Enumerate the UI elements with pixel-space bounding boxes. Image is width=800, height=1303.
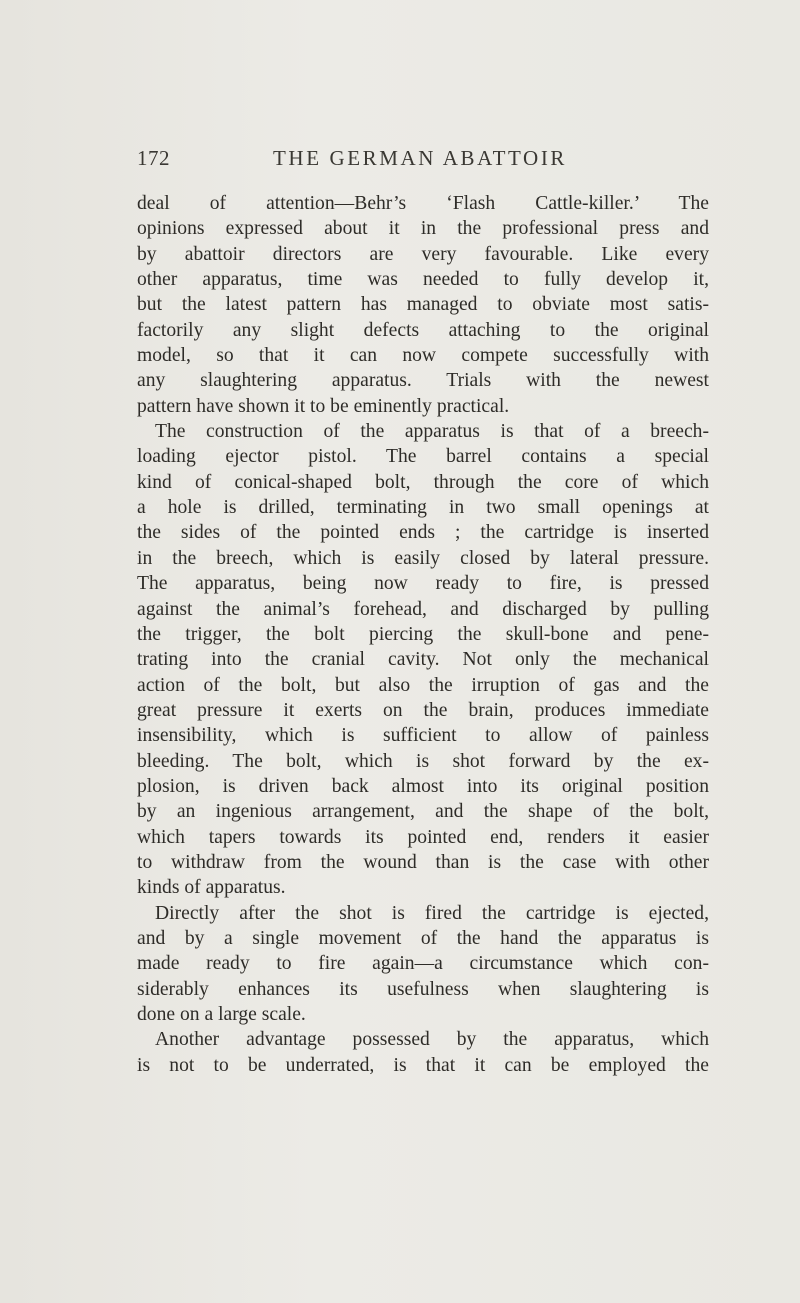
text-line: which tapers towards its pointed end, renders it easier bbox=[137, 826, 709, 848]
text-line: but the latest pattern has managed to obviate most satis- bbox=[137, 294, 709, 316]
text-line: The apparatus, being now ready to fire, is pressed bbox=[137, 573, 709, 595]
page-number: 172 bbox=[137, 146, 170, 170]
text-line: in the breech, which is easily closed by lateral pressure. bbox=[137, 547, 709, 569]
text-line: Directly after the shot is fired the cartridge is ejected, bbox=[155, 902, 709, 924]
text-line: insensibility, which is sufficient to allow of painless bbox=[137, 725, 709, 747]
text-line: by abattoir directors are very favourable. Like every bbox=[137, 243, 709, 265]
text-line: against the animal’s forehead, and discharged by pulling bbox=[137, 598, 709, 620]
text-line: siderably enhances its usefulness when slaughtering is bbox=[137, 978, 709, 1000]
text-line: done on a large scale. bbox=[137, 1004, 306, 1025]
text-line: by an ingenious arrangement, and the shape of the bolt, bbox=[137, 801, 709, 823]
page-header bbox=[137, 146, 707, 174]
text-line: factorily any slight defects attaching to the original bbox=[137, 319, 709, 341]
text-line: loading ejector pistol. The barrel contains a special bbox=[137, 446, 709, 468]
running-head: THE GERMAN ABATTOIR bbox=[273, 146, 568, 170]
text-line: the sides of the pointed ends ; the cartridge is inserted bbox=[137, 522, 709, 544]
text-line: opinions expressed about it in the professional press and bbox=[137, 218, 709, 240]
text-line: is not to be underrated, is that it can be employed the bbox=[137, 1054, 709, 1076]
text-line: The construction of the apparatus is that of a breech- bbox=[155, 421, 709, 443]
text-line: pattern have shown it to be eminently practical. bbox=[137, 395, 510, 417]
text-line: to withdraw from the wound than is the case with other bbox=[137, 851, 709, 873]
text-line: trating into the cranial cavity. Not only the mechanical bbox=[137, 649, 709, 671]
text-line: any slaughtering apparatus. Trials with the newest bbox=[137, 370, 709, 392]
text-line: action of the bolt, but also the irruption of gas and the bbox=[137, 674, 709, 696]
text-line: a hole is drilled, terminating in two small openings at bbox=[137, 497, 709, 519]
text-line: plosion, is driven back almost into its original position bbox=[137, 775, 709, 797]
text-line: model, so that it can now compete successfully with bbox=[137, 345, 709, 367]
body-text bbox=[137, 191, 709, 1078]
text-line: made ready to fire again—a circumstance which con- bbox=[137, 953, 709, 975]
text-line: bleeding. The bolt, which is shot forward by the ex- bbox=[137, 750, 709, 772]
text-line: great pressure it exerts on the brain, produces immediate bbox=[137, 699, 709, 721]
text-line: other apparatus, time was needed to fully develop it, bbox=[137, 269, 709, 291]
text-line: the trigger, the bolt piercing the skull-bone and pene- bbox=[137, 623, 709, 645]
text-line: kind of conical-shaped bolt, through the core of which bbox=[137, 471, 709, 493]
text-line: Another advantage possessed by the apparatus, which bbox=[155, 1029, 709, 1051]
text-line: and by a single movement of the hand the apparatus is bbox=[137, 927, 709, 949]
text-line: deal of attention—Behr’s ‘Flash Cattle-killer.’ The bbox=[137, 193, 709, 214]
text-line: kinds of apparatus. bbox=[137, 877, 286, 899]
